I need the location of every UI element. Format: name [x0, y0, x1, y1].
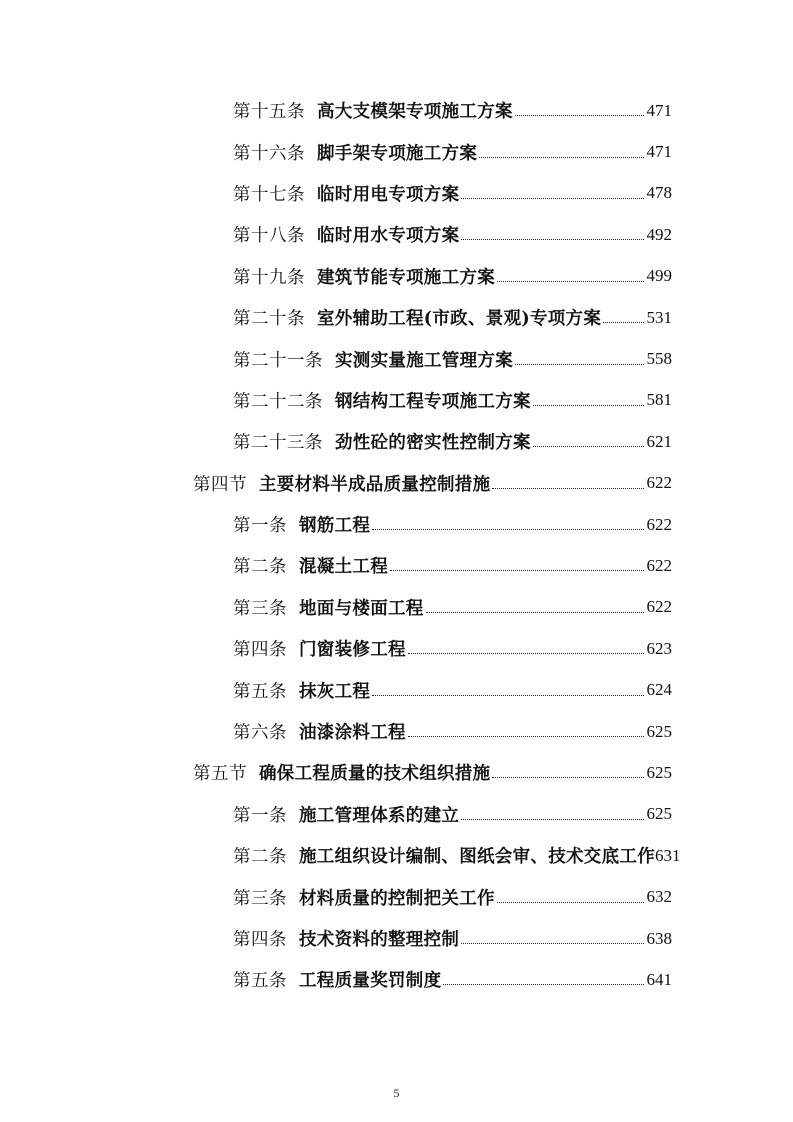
toc-entry-title: 抹灰工程 — [299, 681, 371, 702]
toc-entry-page: 622 — [646, 514, 672, 534]
toc-entry-title: 脚手架专项施工方案 — [317, 143, 478, 164]
dot-leader — [372, 695, 643, 696]
toc-entry-page: 625 — [646, 762, 672, 782]
dot-leader — [408, 736, 644, 737]
toc-entry-page: 622 — [646, 473, 672, 493]
toc-entry[interactable] — [0, 173, 793, 214]
toc-entry-title: 主要材料半成品质量控制措施 — [259, 474, 491, 495]
toc-entry-page: 621 — [646, 431, 672, 451]
dot-leader — [533, 446, 644, 447]
toc-entry-page: 622 — [646, 555, 672, 575]
toc-entry-page: 638 — [646, 928, 672, 948]
toc-entry-page: 581 — [646, 390, 672, 410]
toc-entry-number: 第二十条 — [233, 309, 305, 330]
toc-entry-number: 第五条 — [233, 681, 287, 702]
toc-entry-title: 工程质量奖罚制度 — [299, 971, 442, 992]
toc-entry[interactable] — [0, 214, 793, 255]
dot-leader — [479, 157, 643, 158]
toc-entry-number: 第十七条 — [233, 184, 305, 205]
toc-entry[interactable] — [0, 256, 793, 297]
toc-entry-page: 625 — [646, 804, 672, 824]
toc-entry-page: 641 — [646, 969, 672, 989]
toc-entry-title: 地面与楼面工程 — [299, 598, 424, 619]
toc-entry-number: 第十八条 — [233, 226, 305, 247]
toc-entry-title: 临时用电专项方案 — [317, 184, 460, 205]
toc-entry-number: 第四条 — [233, 930, 287, 950]
toc-entry-number: 第六条 — [233, 723, 287, 744]
toc-entry-number: 第四条 — [233, 640, 287, 661]
toc-entry-page: 492 — [646, 224, 672, 244]
toc-entry-page: 478 — [646, 183, 672, 203]
dot-leader — [372, 529, 643, 530]
toc-entry-title: 建筑节能专项施工方案 — [317, 267, 495, 288]
toc-entry[interactable] — [0, 131, 793, 172]
toc-entry[interactable] — [0, 876, 793, 917]
toc-entry-page: 622 — [646, 597, 672, 617]
toc-entry[interactable] — [0, 752, 793, 793]
toc-entry-number: 第二条 — [233, 847, 287, 868]
toc-entry-title: 混凝土工程 — [299, 557, 388, 578]
toc-entry-title: 确保工程质量的技术组织措施 — [259, 764, 491, 785]
toc-entry-number: 第二条 — [233, 557, 287, 578]
toc-entry-title: 钢筋工程 — [299, 516, 371, 537]
dot-leader — [461, 198, 643, 199]
toc-entry[interactable] — [0, 835, 793, 876]
toc-entry-number: 第五条 — [233, 971, 287, 992]
dot-leader — [497, 902, 644, 903]
toc-entry[interactable] — [0, 338, 793, 379]
dot-leader — [515, 115, 644, 116]
toc-entry-title: 高大支模架专项施工方案 — [317, 102, 513, 123]
toc-entry-title: 技术资料的整理控制 — [299, 930, 460, 950]
toc-entry-title: 材料质量的控制把关工作 — [299, 888, 495, 909]
toc-entry-page: 624 — [646, 680, 672, 700]
toc-entry-page: 625 — [646, 721, 672, 741]
toc-entry-title: 实测实量施工管理方案 — [335, 350, 513, 371]
toc-entry-number: 第五节 — [193, 764, 247, 785]
toc-entry-page: 471 — [646, 142, 672, 162]
dot-leader — [443, 984, 643, 985]
toc-entry[interactable] — [0, 90, 793, 131]
dot-leader — [408, 653, 644, 654]
dot-leader — [461, 943, 643, 944]
dot-leader — [533, 405, 644, 406]
toc-entry-title: 室外辅助工程(市政、景观)专项方案 — [317, 309, 602, 330]
dot-leader — [390, 570, 644, 571]
toc-entry-number: 第二十一条 — [233, 350, 323, 371]
toc-entry[interactable] — [0, 628, 793, 669]
toc-entry-page: 471 — [646, 100, 672, 120]
toc-entry-number: 第三条 — [233, 888, 287, 909]
dot-leader — [426, 612, 644, 613]
dot-leader — [603, 322, 643, 323]
toc-entry[interactable] — [0, 918, 793, 959]
toc-entry[interactable] — [0, 504, 793, 545]
toc-entry[interactable] — [0, 421, 793, 462]
toc-entry-title: 门窗装修工程 — [299, 640, 406, 661]
toc-entry[interactable] — [0, 463, 793, 504]
toc-entry[interactable] — [0, 297, 793, 338]
toc-entry-title: 施工管理体系的建立 — [299, 805, 460, 826]
toc-entry-number: 第二十三条 — [233, 433, 323, 454]
dot-leader — [492, 777, 643, 778]
toc-entry-number: 第二十二条 — [233, 391, 323, 412]
toc-entry-number: 第一条 — [233, 516, 287, 537]
dot-leader — [461, 819, 643, 820]
dot-leader — [461, 239, 643, 240]
toc-entry-number: 第四节 — [193, 474, 247, 495]
toc-entry-number: 第十九条 — [233, 267, 305, 288]
toc-entry[interactable] — [0, 794, 793, 835]
toc-entry-number: 第一条 — [233, 805, 287, 826]
toc-entry-page: 623 — [646, 638, 672, 658]
toc-entry-page: 531 — [646, 307, 672, 327]
dot-leader — [497, 281, 644, 282]
toc-entry-number: 第十五条 — [233, 102, 305, 123]
toc-entry-title: 劲性砼的密实性控制方案 — [335, 433, 531, 454]
dot-leader — [492, 488, 643, 489]
toc-entry-title: 临时用水专项方案 — [317, 226, 460, 247]
toc-entry-title: 施工组织设计编制、图纸会审、技术交底工作 — [299, 847, 655, 868]
toc-entry-page: 558 — [646, 349, 672, 369]
toc-entry-number: 第三条 — [233, 598, 287, 619]
table-of-contents — [0, 90, 793, 1001]
toc-entry[interactable] — [0, 545, 793, 586]
toc-entry[interactable] — [0, 380, 793, 421]
toc-entry[interactable] — [0, 711, 793, 752]
toc-entry-title: 油漆涂料工程 — [299, 723, 406, 744]
toc-entry[interactable] — [0, 959, 793, 1000]
toc-entry-page: 632 — [646, 887, 672, 907]
toc-entry-page: 499 — [646, 266, 672, 286]
dot-leader — [515, 364, 644, 365]
toc-entry[interactable] — [0, 587, 793, 628]
toc-entry-number: 第十六条 — [233, 143, 305, 164]
toc-entry[interactable] — [0, 669, 793, 710]
page-number: 5 — [393, 1086, 400, 1100]
toc-entry-title: 钢结构工程专项施工方案 — [335, 391, 531, 412]
toc-entry-page: 631 — [655, 845, 681, 865]
